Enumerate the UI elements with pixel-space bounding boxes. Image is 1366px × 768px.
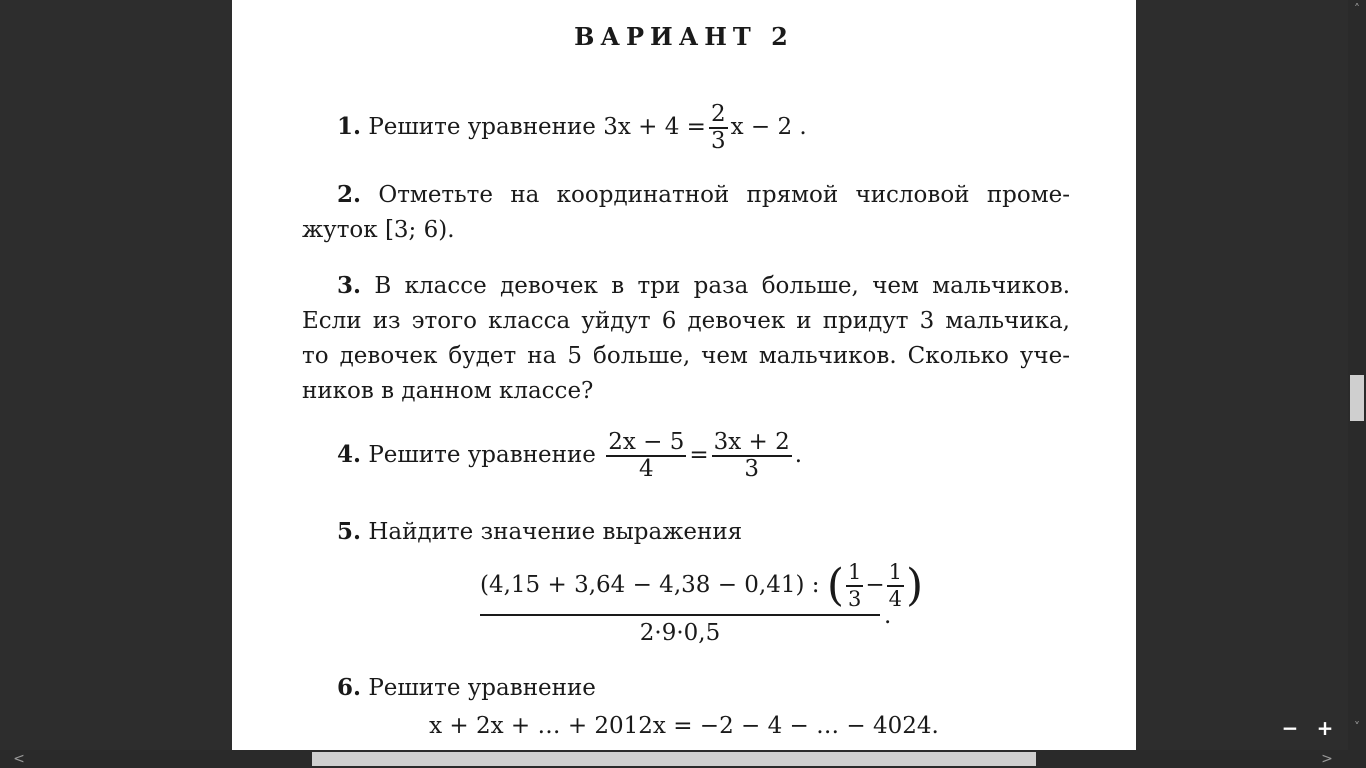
task-2-text-line2: жуток [3; 6).	[302, 217, 455, 243]
task-1-number: 1.	[337, 113, 362, 140]
task-5	[302, 514, 1105, 550]
task-4	[302, 430, 1105, 482]
task-5-numerator	[480, 560, 924, 616]
vertical-scroll-thumb[interactable]	[1350, 375, 1364, 421]
task-1-frac-denominator: 3	[710, 128, 726, 154]
task-5-text: Найдите значение выражения	[368, 519, 743, 545]
task-3-text-line3: то девочек будет на 5 больше, чем мальчиков. Сколько уче-	[302, 343, 1070, 369]
task-2	[302, 177, 1070, 248]
scroll-down-arrow-icon[interactable]: ˅	[1354, 720, 1360, 734]
task-1-fraction	[709, 102, 728, 154]
task-4-right-denominator: 3	[744, 456, 760, 482]
task-4-fraction-left	[606, 430, 686, 482]
task-5-period: .	[884, 603, 892, 629]
task-5-frac-2-den: 4	[888, 587, 903, 611]
task-4-left-denominator: 4	[638, 456, 654, 482]
task-4-left-numerator: 2x − 5	[608, 429, 685, 455]
task-4-right-numerator: 3x + 2	[713, 429, 790, 455]
horizontal-scrollbar[interactable]	[0, 750, 1348, 768]
zoom-in-button[interactable]: +	[1316, 716, 1334, 740]
task-1-rhs: x − 2 .	[730, 114, 807, 140]
page-title: ВАРИАНТ 2	[574, 22, 794, 51]
task-4-period: .	[794, 442, 803, 468]
task-5-frac-2-num: 1	[887, 562, 904, 587]
task-1-frac-numerator: 2	[710, 101, 726, 127]
task-3	[302, 268, 1070, 409]
task-4-fraction-right	[712, 430, 792, 482]
task-5-numerator-text: (4,15 + 3,64 − 4,38 − 0,41) :	[480, 572, 820, 598]
task-6-number: 6.	[337, 674, 362, 701]
task-4-text: Решите уравнение	[368, 442, 596, 468]
task-2-number: 2.	[337, 181, 362, 208]
task-5-denominator: 2·9·0,5	[639, 620, 721, 646]
task-3-text: В классе девочек в три раза больше, чем мальчиков.	[374, 273, 1071, 299]
task-5-frac-1	[846, 562, 863, 610]
task-2-text: Отметьте на координатной прямой числовой проме-	[378, 182, 1071, 208]
scrollbar-corner	[1348, 750, 1366, 768]
document-page	[232, 0, 1136, 750]
task-5-frac-1-num: 1	[846, 562, 863, 587]
vertical-scrollbar[interactable]	[1348, 0, 1366, 750]
task-4-equals: =	[689, 442, 709, 468]
task-6	[302, 670, 1105, 706]
task-1	[302, 102, 1105, 154]
scroll-up-arrow-icon[interactable]: ˄	[1354, 2, 1360, 16]
zoom-out-button[interactable]: −	[1281, 716, 1299, 740]
task-5-minus: −	[865, 572, 885, 598]
left-paren: (	[826, 560, 845, 611]
task-1-lhs: 3x + 4 =	[603, 114, 706, 140]
task-5-number: 5.	[337, 518, 362, 545]
task-5-frac-1-den: 3	[848, 587, 862, 611]
task-3-text-line4: ников в данном классе?	[302, 378, 594, 404]
task-5-expression	[480, 560, 924, 646]
scroll-right-arrow-icon[interactable]: >	[1321, 751, 1333, 767]
task-3-text-line2: Если из этого класса уйдут 6 девочек и придут 3 мальчика,	[302, 308, 1070, 334]
task-4-number: 4.	[337, 441, 362, 468]
right-paren: )	[906, 560, 924, 611]
task-1-text: Решите уравнение	[368, 114, 596, 140]
horizontal-scroll-thumb[interactable]	[312, 752, 1036, 766]
task-6-text: Решите уравнение	[368, 675, 596, 701]
task-6-equation: x + 2x + … + 2012x = −2 − 4 − … − 4024.	[429, 713, 939, 739]
scroll-left-arrow-icon[interactable]: <	[13, 751, 25, 767]
task-3-number: 3.	[337, 272, 362, 299]
